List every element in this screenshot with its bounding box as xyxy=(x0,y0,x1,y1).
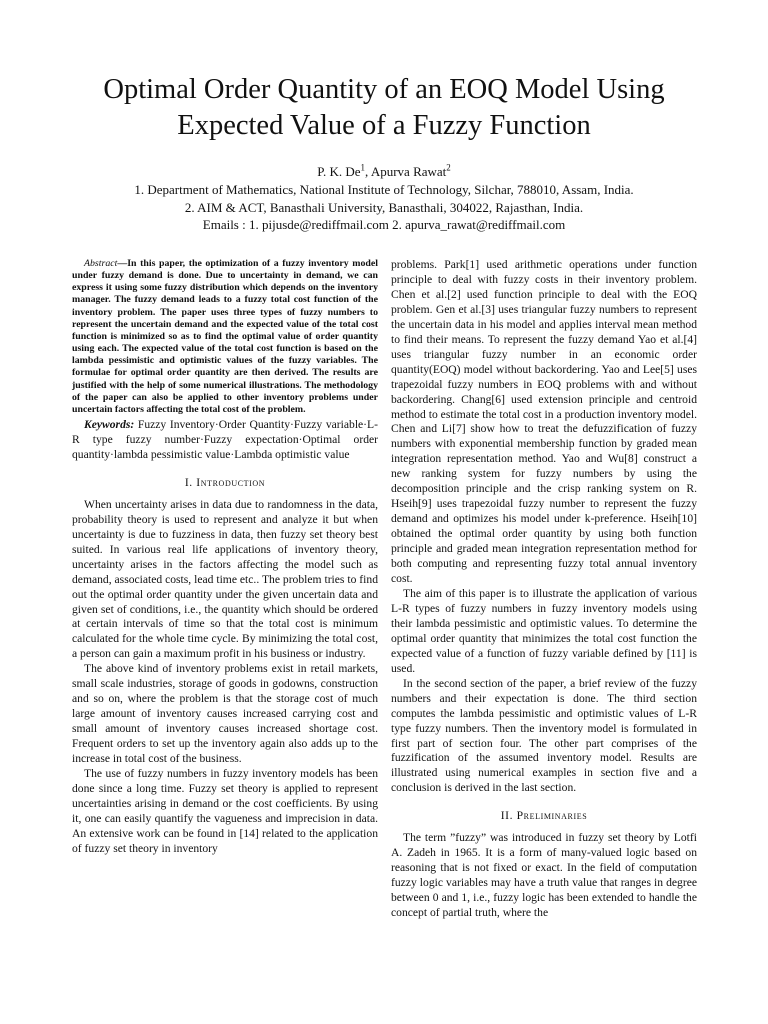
left-column xyxy=(72,258,378,857)
author-line xyxy=(40,163,728,180)
body-paragraph: problems. Park[1] used arithmetic operations under function principle to deal with fuzzy costs in their inventory problem. Chen et al.[2] used function principle to deal with the EOQ problem. Gen et al.[3] uses triangular fuzzy numbers to represent the uncertain data in his model and applies interval mean method to find their means. To represent the fuzzy demand Yao et al.[4] uses triangular fuzzy number in an economic order quantity(EOQ) model without backordering. Yao and Lee[5] uses trapezoidal fuzzy numbers in EOQ problems with and without backordering. Chang[6] used extension principle and centroid method to estimate the total cost in a production inventory model. Chen and Li[7] show how to treat the defuzzification of fuzzy numbers with exponential membership function by graded mean integration representation method. Yao and Wu[8] construct a new ranking system for fuzzy numbers by using the decomposition principle and the crisp ranking system on R. Hseih[9] uses trapezoidal fuzzy number to represent the fuzzy demand and optimizes his model under k-preference. Hseih[10] obtained the optimal order quantity by using both function principle and graded mean integration representation method for both computing and representing fuzzy total annual inventory cost. xyxy=(391,258,697,586)
author-emails: Emails : 1. pijusde@rediffmail.com 2. apurva_rawat@rediffmail.com xyxy=(202,217,566,232)
keywords xyxy=(72,418,378,463)
keywords-text: Fuzzy Inventory·Order Quantity·Fuzzy variable·L-R type fuzzy number·Fuzzy expectation·Optimal order quantity·lambda pessimistic value·Lambda optimistic value xyxy=(72,418,378,461)
affiliation-2: 2. AIM & ACT, Banasthali University, Banasthali, 304022, Rajasthan, India. xyxy=(184,200,584,215)
author-1-affiliation-mark: 1 xyxy=(360,162,366,173)
body-paragraph: The aim of this paper is to illustrate the application of various L-R types of fuzzy numbers in fuzzy inventory models using their lambda pessimistic and optimistic values. To determine the optimal order quantity that minimizes the total cost function the expected value of a function of fuzzy variable defined by [11] is used. xyxy=(391,586,697,675)
abstract-label: Abstract xyxy=(84,258,118,269)
abstract-text: —In this paper, the optimization of a fuzzy inventory model under fuzzy demand is done. Due to uncertainty in demand, we can express it using some fuzzy distribution which depends on the inventory manager. The fuzzy demand leads to a fuzzy total cost function of the inventory problem. The paper uses three types of fuzzy numbers to represent the uncertain demand and the expected value of the total cost function is minimized so as to find the optimal value of order quantity using each. The expected value of the total cost function is based on the lambda pessimistic and optimistic values of the fuzzy variables. The formulae for optimal order quantity are then derived. The results are justified with the help of some numerical illustrations. The methodology of the paper can also be applied to other inventory problems under uncertain factors affecting the total cost of the problem. xyxy=(72,258,378,415)
title-line-1: Optimal Order Quantity of an EOQ Model Using xyxy=(103,74,665,105)
body-paragraph: The above kind of inventory problems exist in retail markets, small scale industries, storage of goods in godowns, construction and so on, where the problem is that the storage cost of much large amount of inventory causes increased carrying cost and small amount of inventory causes increased shortage cost. Frequent orders to set up the inventory again also adds up to the increase in total cost of the business. xyxy=(72,662,378,766)
body-paragraph: The term ”fuzzy” was introduced in fuzzy set theory by Lotfi A. Zadeh in 1965. It is a form of many-valued logic based on reasoning that is not fixed or exact. In the field of computation fuzzy logic variables may have a truth value that ranges in degree between 0 and 1, i.e., fuzzy logic has been extended to handle the concept of partial truth, where the xyxy=(391,831,697,920)
title-line-2: Expected Value of a Fuzzy Function xyxy=(177,110,591,141)
author-2-affiliation-mark: 2 xyxy=(446,162,451,173)
section-heading-introduction: I. Introduction xyxy=(184,475,266,489)
right-column xyxy=(391,258,697,921)
keywords-label: Keywords: xyxy=(84,418,135,432)
abstract xyxy=(72,258,378,416)
affiliation-1: 1. Department of Mathematics, National Institute of Technology, Silchar, 788010, Assam, India. xyxy=(134,182,634,197)
body-paragraph: The use of fuzzy numbers in fuzzy inventory models has been done since a long time. Fuzzy set theory is applied to represent uncertainties arising in demand or the cost coefficients. By using it, one can easily quantify the vagueness and imprecision in data. An extensive work can be found in [14] related to the application of fuzzy set theory in inventory xyxy=(72,767,378,855)
body-paragraph: When uncertainty arises in data due to randomness in the data, probability theory is used to represent and analyze it but when uncertainty is due to fuzziness in data, then fuzzy set theory best suited. In various real life applications of inventory theory, uncertainty arises in the factors affecting the model such as demand, associated costs, lead time etc.. The problem tries to find out the optimal order quantity under the given uncertain data and given set of conditions, i.e., the quantity which should be ordered at certain intervals of time so that the total cost is minimum calculated for the whole time cycle. By minimizing the total cost, a person can gain a maximum profit in his business or industry. xyxy=(72,497,378,661)
body-paragraph: In the second section of the paper, a brief review of the fuzzy numbers and their expectation is done. The third section computes the lambda pessimistic and optimistic values of L-R type fuzzy numbers. Then the inventory model is formulated in first part of section four. The other part comprises of the fuzzification of the assumed inventory model. Results are illustrated using numerical examples in section five and a conclusion is derived in the last section. xyxy=(391,676,697,795)
author-2: Apurva Rawat xyxy=(370,164,447,179)
author-1: P. K. De xyxy=(317,164,361,179)
paper-title xyxy=(40,72,728,144)
section-heading-preliminaries: II. Preliminaries xyxy=(500,809,588,823)
author-separator: , xyxy=(365,164,371,179)
